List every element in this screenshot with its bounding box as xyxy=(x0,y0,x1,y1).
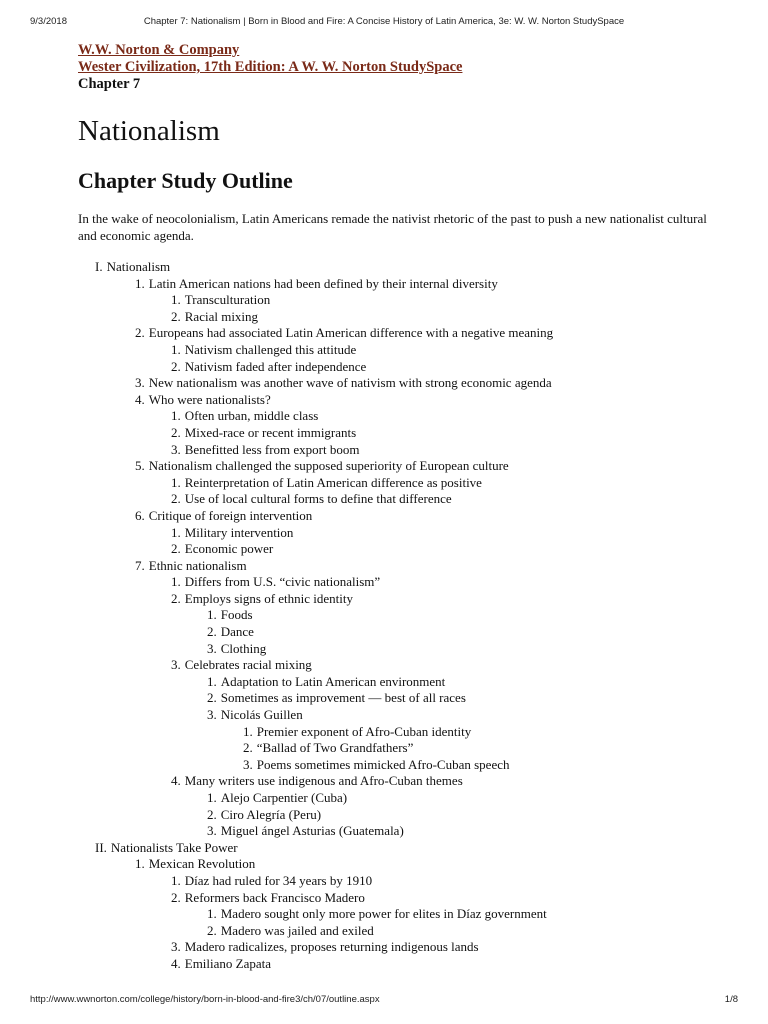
outline-item xyxy=(78,757,738,774)
outline-item xyxy=(78,890,738,907)
outline-item xyxy=(78,558,738,575)
outline-item xyxy=(78,475,738,492)
outline-item-number: 3. xyxy=(171,657,181,673)
outline-item-text: Celebrates racial mixing xyxy=(184,657,312,673)
outline-item xyxy=(78,840,738,857)
outline-item-number: 1. xyxy=(171,872,181,888)
outline-list-level-3 xyxy=(78,607,738,657)
outline-item-number: 1. xyxy=(171,524,181,540)
outline-item-number: 1. xyxy=(171,408,181,424)
outline-item xyxy=(78,690,738,707)
outline-item-text: Reinterpretation of Latin American difference as positive xyxy=(184,474,482,490)
outline-item xyxy=(78,906,738,923)
outline-item-number: 1. xyxy=(171,574,181,590)
outline-list-level-2 xyxy=(78,292,738,325)
outline-item xyxy=(78,508,738,525)
outline-item xyxy=(78,458,738,475)
outline-item-number: 4. xyxy=(171,955,181,971)
outline-item-number: 7. xyxy=(135,557,145,573)
outline-sublist xyxy=(78,525,738,558)
print-page-title: Chapter 7: Nationalism | Born in Blood and Fire: A Concise History of Latin America, 3e: W. W. Norton StudySpace xyxy=(143,16,625,27)
print-url: http://www.wwnorton.com/college/history/born-in-blood-and-fire3/ch/07/outline.aspx xyxy=(30,994,380,1005)
outline-item-number: 3. xyxy=(135,375,145,391)
outline-item-text: Nationalism challenged the supposed superiority of European culture xyxy=(148,458,509,474)
print-date: 9/3/2018 xyxy=(30,16,67,27)
outline-item xyxy=(78,276,738,293)
outline-list-level-3 xyxy=(78,906,738,939)
outline-item-text: Ethnic nationalism xyxy=(148,557,247,573)
outline-item-number: 6. xyxy=(135,507,145,523)
outline-sublist xyxy=(78,724,738,774)
outline-sublist xyxy=(78,790,738,840)
outline-item xyxy=(78,292,738,309)
outline-item-number: 3. xyxy=(207,823,217,839)
outline-sublist xyxy=(78,873,738,973)
outline-item xyxy=(78,591,738,608)
outline-item-text: Critique of foreign intervention xyxy=(148,507,313,523)
outline-item-text: Emiliano Zapata xyxy=(184,955,272,971)
outline-item xyxy=(78,807,738,824)
outline-item xyxy=(78,773,738,790)
outline-item xyxy=(78,707,738,724)
outline-list-level-1 xyxy=(78,856,738,972)
print-page-number: 1/8 xyxy=(724,994,738,1005)
outline-list-level-2 xyxy=(78,525,738,558)
outline-item-text: Europeans had associated Latin American difference with a negative meaning xyxy=(148,325,554,341)
outline-item-text: Mixed-race or recent immigrants xyxy=(184,424,357,440)
outline-sublist xyxy=(78,276,738,840)
outline-item-number: 5. xyxy=(135,458,145,474)
outline-item-text: Who were nationalists? xyxy=(148,391,271,407)
outline-item-text: Madero sought only more power for elites in Díaz government xyxy=(220,906,547,922)
outline-item xyxy=(78,674,738,691)
study-outline xyxy=(78,259,738,973)
outline-sublist xyxy=(78,408,738,458)
outline-list-level-3 xyxy=(78,674,738,774)
outline-item xyxy=(78,790,738,807)
outline-list-level-1 xyxy=(78,276,738,840)
outline-item xyxy=(78,442,738,459)
outline-item-number: 3. xyxy=(171,441,181,457)
outline-item-number: 3. xyxy=(243,756,253,772)
section-title: Chapter Study Outline xyxy=(78,168,293,193)
outline-item-text: Díaz had ruled for 34 years by 1910 xyxy=(184,872,373,888)
outline-item-text: Madero was jailed and exiled xyxy=(220,922,374,938)
outline-item-number: 2. xyxy=(207,922,217,938)
outline-item-number: 2. xyxy=(207,806,217,822)
outline-item xyxy=(78,541,738,558)
outline-item xyxy=(78,939,738,956)
outline-item xyxy=(78,359,738,376)
outline-item-number: I. xyxy=(95,259,103,274)
outline-item-number: 2. xyxy=(171,491,181,507)
outline-item-text: Poems sometimes mimicked Afro-Cuban speech xyxy=(256,756,510,772)
outline-item-text: Dance xyxy=(220,624,254,640)
outline-item-text: Often urban, middle class xyxy=(184,408,319,424)
outline-item-number: 1. xyxy=(243,723,253,739)
outline-item-number: 2. xyxy=(171,889,181,905)
outline-item-number: 1. xyxy=(135,275,145,291)
outline-item xyxy=(78,574,738,591)
outline-sublist xyxy=(78,292,738,325)
outline-item xyxy=(78,408,738,425)
outline-item-number: 1. xyxy=(171,341,181,357)
outline-sublist xyxy=(78,607,738,657)
outline-item-text: Foods xyxy=(220,607,253,623)
outline-item-number: 1. xyxy=(207,673,217,689)
outline-item-text: Sometimes as improvement — best of all races xyxy=(220,690,466,706)
outline-list-level-2 xyxy=(78,342,738,375)
outline-item-number: 2. xyxy=(207,690,217,706)
outline-item-number: 2. xyxy=(171,541,181,557)
outline-item-number: 1. xyxy=(207,790,217,805)
outline-list-level-3 xyxy=(78,790,738,840)
outline-list-level-4 xyxy=(78,724,738,774)
outline-item-text: Miguel ángel Asturias (Guatemala) xyxy=(220,823,404,839)
outline-item xyxy=(78,525,738,542)
outline-item-text: Employs signs of ethnic identity xyxy=(184,590,354,606)
outline-item-number: 2. xyxy=(207,624,217,640)
outline-item xyxy=(78,641,738,658)
intro-paragraph: In the wake of neocolonialism, Latin Americans remade the nativist rhetoric of the past to push a new nationalist cultural and economic agenda. xyxy=(78,211,707,243)
outline-item-text: Latin American nations had been defined by their internal diversity xyxy=(148,275,498,291)
studyspace-link[interactable]: Wester Civilization, 17th Edition: A W. W. Norton StudySpace xyxy=(78,59,463,75)
outline-item-text: Differs from U.S. “civic nationalism” xyxy=(184,574,381,590)
outline-item-number: II. xyxy=(95,839,107,855)
outline-item xyxy=(78,375,738,392)
outline-item xyxy=(78,740,738,757)
outline-sublist xyxy=(78,475,738,508)
outline-item xyxy=(78,856,738,873)
outline-item-number: 2. xyxy=(243,740,253,756)
outline-item-text: Premier exponent of Afro-Cuban identity xyxy=(256,723,472,739)
outline-item-text: Nationalists Take Power xyxy=(110,839,238,855)
outline-item-number: 1. xyxy=(207,906,217,922)
outline-list-level-2 xyxy=(78,475,738,508)
outline-item-text: Nicolás Guillen xyxy=(220,707,303,723)
outline-item xyxy=(78,342,738,359)
outline-item-text: Nativism challenged this attitude xyxy=(184,341,357,357)
outline-item xyxy=(78,873,738,890)
outline-item-number: 1. xyxy=(207,607,217,623)
outline-item-text: Benefitted less from export boom xyxy=(184,441,360,457)
outline-item-text: Transculturation xyxy=(184,292,271,308)
outline-item-number: 3. xyxy=(171,939,181,955)
outline-item-text: Nationalism xyxy=(106,259,171,274)
outline-item-text: Racial mixing xyxy=(184,308,259,324)
outline-item-text: Mexican Revolution xyxy=(148,856,256,872)
outline-item xyxy=(78,392,738,409)
outline-item xyxy=(78,309,738,326)
outline-item-text: Clothing xyxy=(220,640,267,656)
outline-item xyxy=(78,325,738,342)
outline-item-text: Many writers use indigenous and Afro-Cuban themes xyxy=(184,773,463,789)
outline-sublist xyxy=(78,574,738,840)
outline-item xyxy=(78,607,738,624)
outline-item xyxy=(78,624,738,641)
outline-sublist xyxy=(78,856,738,972)
outline-item-text: “Ballad of Two Grandfathers” xyxy=(256,740,414,756)
outline-item-text: Alejo Carpentier (Cuba) xyxy=(220,790,348,805)
outline-item-text: Nativism faded after independence xyxy=(184,358,367,374)
outline-item xyxy=(78,259,738,276)
page-title: Nationalism xyxy=(78,115,220,147)
outline-item xyxy=(78,823,738,840)
outline-list-level-2 xyxy=(78,574,738,840)
outline-item-number: 1. xyxy=(171,474,181,490)
outline-item xyxy=(78,425,738,442)
outline-item-number: 3. xyxy=(207,640,217,656)
outline-item-number: 2. xyxy=(171,358,181,374)
outline-sublist xyxy=(78,674,738,774)
outline-item-number: 2. xyxy=(135,325,145,341)
outline-item-number: 3. xyxy=(207,707,217,723)
page-content xyxy=(78,42,738,971)
outline-item-text: Military intervention xyxy=(184,524,294,540)
outline-list-level-2 xyxy=(78,408,738,458)
outline-item xyxy=(78,491,738,508)
outline-item-number: 1. xyxy=(171,292,181,308)
outline-item-text: Use of local cultural forms to define that difference xyxy=(184,491,452,507)
outline-sublist xyxy=(78,342,738,375)
outline-item-text: Adaptation to Latin American environment xyxy=(220,673,446,689)
outline-item xyxy=(78,956,738,973)
outline-item-text: New nationalism was another wave of nativism with strong economic agenda xyxy=(148,375,552,391)
outline-item-text: Ciro Alegría (Peru) xyxy=(220,806,322,822)
outline-item xyxy=(78,923,738,940)
outline-item-text: Reformers back Francisco Madero xyxy=(184,889,365,905)
outline-item-number: 2. xyxy=(171,308,181,324)
publisher-link[interactable]: W.W. Norton & Company xyxy=(78,42,240,58)
outline-item-number: 2. xyxy=(171,424,181,440)
outline-item-text: Madero radicalizes, proposes returning indigenous lands xyxy=(184,939,479,955)
outline-item-text: Economic power xyxy=(184,541,274,557)
outline-item-number: 1. xyxy=(135,856,145,872)
outline-item xyxy=(78,657,738,674)
outline-item-number: 4. xyxy=(135,391,145,407)
outline-item xyxy=(78,724,738,741)
chapter-label: Chapter 7 xyxy=(78,76,141,92)
outline-list-level-2 xyxy=(78,873,738,973)
outline-list-level-0 xyxy=(78,259,738,973)
outline-item-number: 2. xyxy=(171,590,181,606)
outline-item-number: 4. xyxy=(171,773,181,789)
outline-sublist xyxy=(78,906,738,939)
